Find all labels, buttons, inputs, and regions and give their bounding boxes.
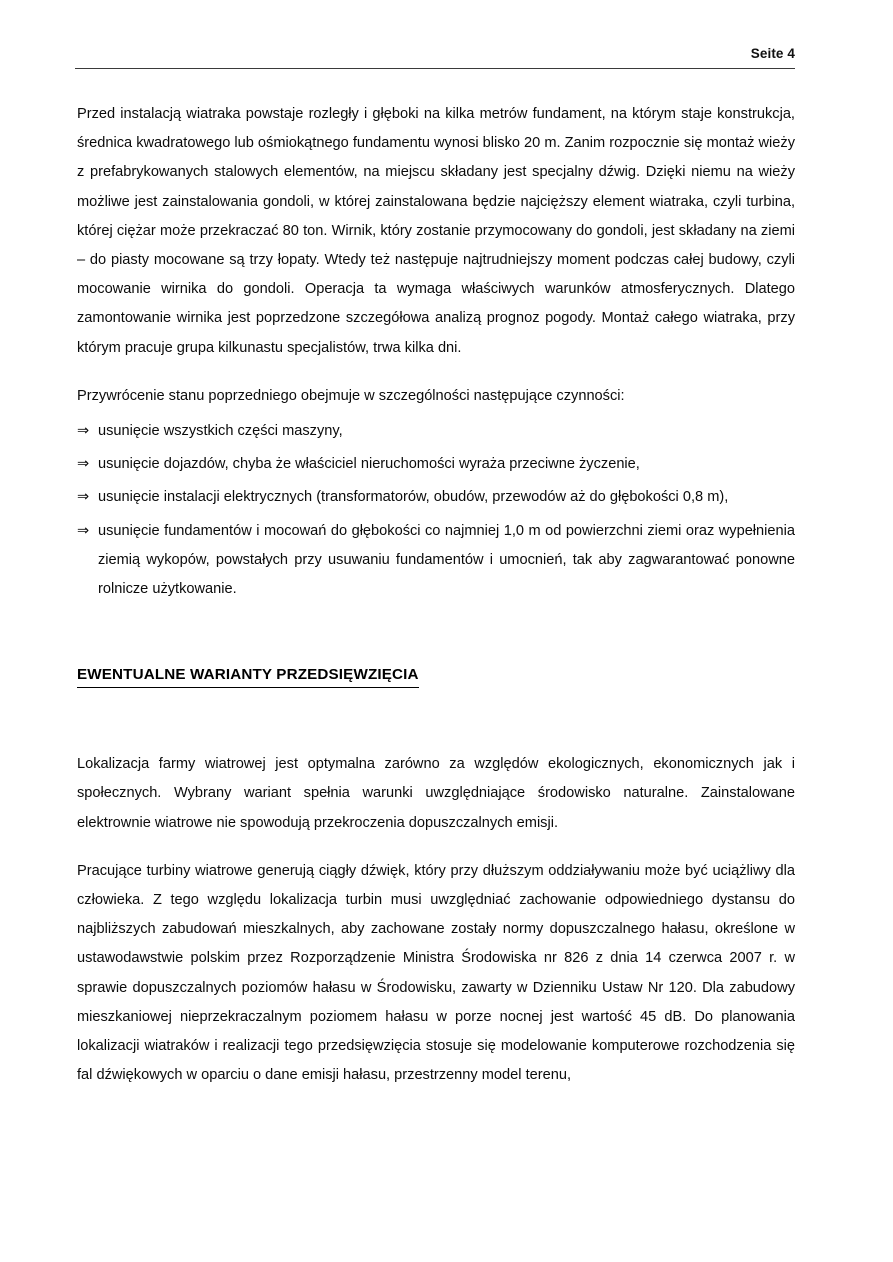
list-item	[77, 517, 795, 605]
list-item-label: usunięcie dojazdów, chyba że właściciel nieruchomości wyraża przeciwne życzenie,	[98, 456, 640, 473]
double-arrow-icon: ⇒	[77, 456, 90, 473]
paragraph-location-optimality: Lokalizacja farmy wiatrowej jest optymalna zarówno za względów ekologicznych, ekonomicznych jak i społecznych. Wybrany wariant spełnia warunki uwzględniające środowisko naturalne. Zainstalowane elektrownie wiatrowe nie spowodują przekroczenia dopuszczalnych emisji.	[77, 756, 795, 831]
restoration-activities-list	[77, 417, 795, 604]
header-divider	[75, 68, 795, 69]
list-intro-text: Przywrócenie stanu poprzedniego obejmuje w szczególności następujące czynności:	[77, 387, 625, 404]
list-item	[77, 450, 795, 479]
page-number-label: Seite 4	[750, 46, 795, 61]
list-item	[77, 483, 795, 512]
double-arrow-icon: ⇒	[77, 489, 90, 506]
section-heading-block	[77, 626, 795, 688]
page-title: EWENTUALNE WARIANTY PRZEDSIĘWZIĘCIA	[77, 664, 419, 688]
double-arrow-icon: ⇒	[77, 423, 90, 440]
list-item-label: usunięcie wszystkich części maszyny,	[98, 423, 343, 440]
page-header	[75, 46, 795, 69]
list-item	[77, 417, 795, 446]
list-item-label: usunięcie instalacji elektrycznych (transformatorów, obudów, przewodów aż do głębokości 0,8 m),	[98, 489, 729, 506]
paragraph-noise-regulations: Pracujące turbiny wiatrowe generują ciągły dźwięk, który przy dłuższym oddziaływaniu może być uciążliwy dla człowieka. Z tego względu lokalizacja turbin musi uwzględniać zachowanie odpowiedniego dystansu do najbliższych zabudowań mieszkalnych, aby zachowane zostały normy dopuszczalnego hałasu, określone w ustawodawstwie polskim przez Rozporządzenie Ministra Środowiska nr 826 z dnia 14 czerwca 2007 r. w sprawie dopuszczalnych poziomów hałasu w Środowisku, zawarty w Dzienniku Ustaw Nr 120. Dla zabudowy mieszkaniowej nieprzekraczalnym poziomem hałasu w porze nocnej jest wartość 45 dB. Do planowania lokalizacji wiatraków i realizacji tego przedsięwzięcia stosuje się modelowanie komputerowe rozchodzenia się fal dźwiękowych w oparciu o dane emisji hałasu, przestrzenny model terenu,	[77, 862, 795, 1084]
list-item-label: usunięcie fundamentów i mocowań do głębokości co najmniej 1,0 m od powierzchni ziemi oraz wypełnienia ziemią wykopów, powstałych przy usuwaniu fundamentów i umocnień, tak aby zagwarantować ponowne rolnicze użytkowanie.	[98, 522, 795, 598]
paragraph-construction-process: Przed instalacją wiatraka powstaje rozległy i głęboki na kilka metrów fundament, na którym staje konstrukcja, średnica kwadratowego lub ośmiokątnego fundamentu wynosi blisko 20 m. Zanim rozpocznie się montaż wieży z prefabrykowanych stalowych elementów, na miejscu składany jest specjalny dźwig. Dzięki niemu na wieży możliwe jest zainstalowania gondoli, w której zainstalowana będzie najcięższy element wiatraka, czyli turbina, której ciężar może przekraczać 80 ton. Wirnik, który zostanie przymocowany do gondoli, jest składany na ziemi – do piasty mocowane są trzy łopaty. Wtedy też następuje najtrudniejszy moment podczas całej budowy, czyli mocowanie wirnika do gondoli. Operacja ta wymaga właściwych warunków atmosferycznych. Dlatego zamontowanie wirnika jest poprzedzone szczegółowa analizą prognoz pogody. Montaż całego wiatraka, przy którym pracuje grupa kilkunastu specjalistów, trwa kilka dni.	[77, 106, 795, 356]
document-body	[77, 100, 795, 1109]
double-arrow-icon: ⇒	[77, 522, 90, 539]
